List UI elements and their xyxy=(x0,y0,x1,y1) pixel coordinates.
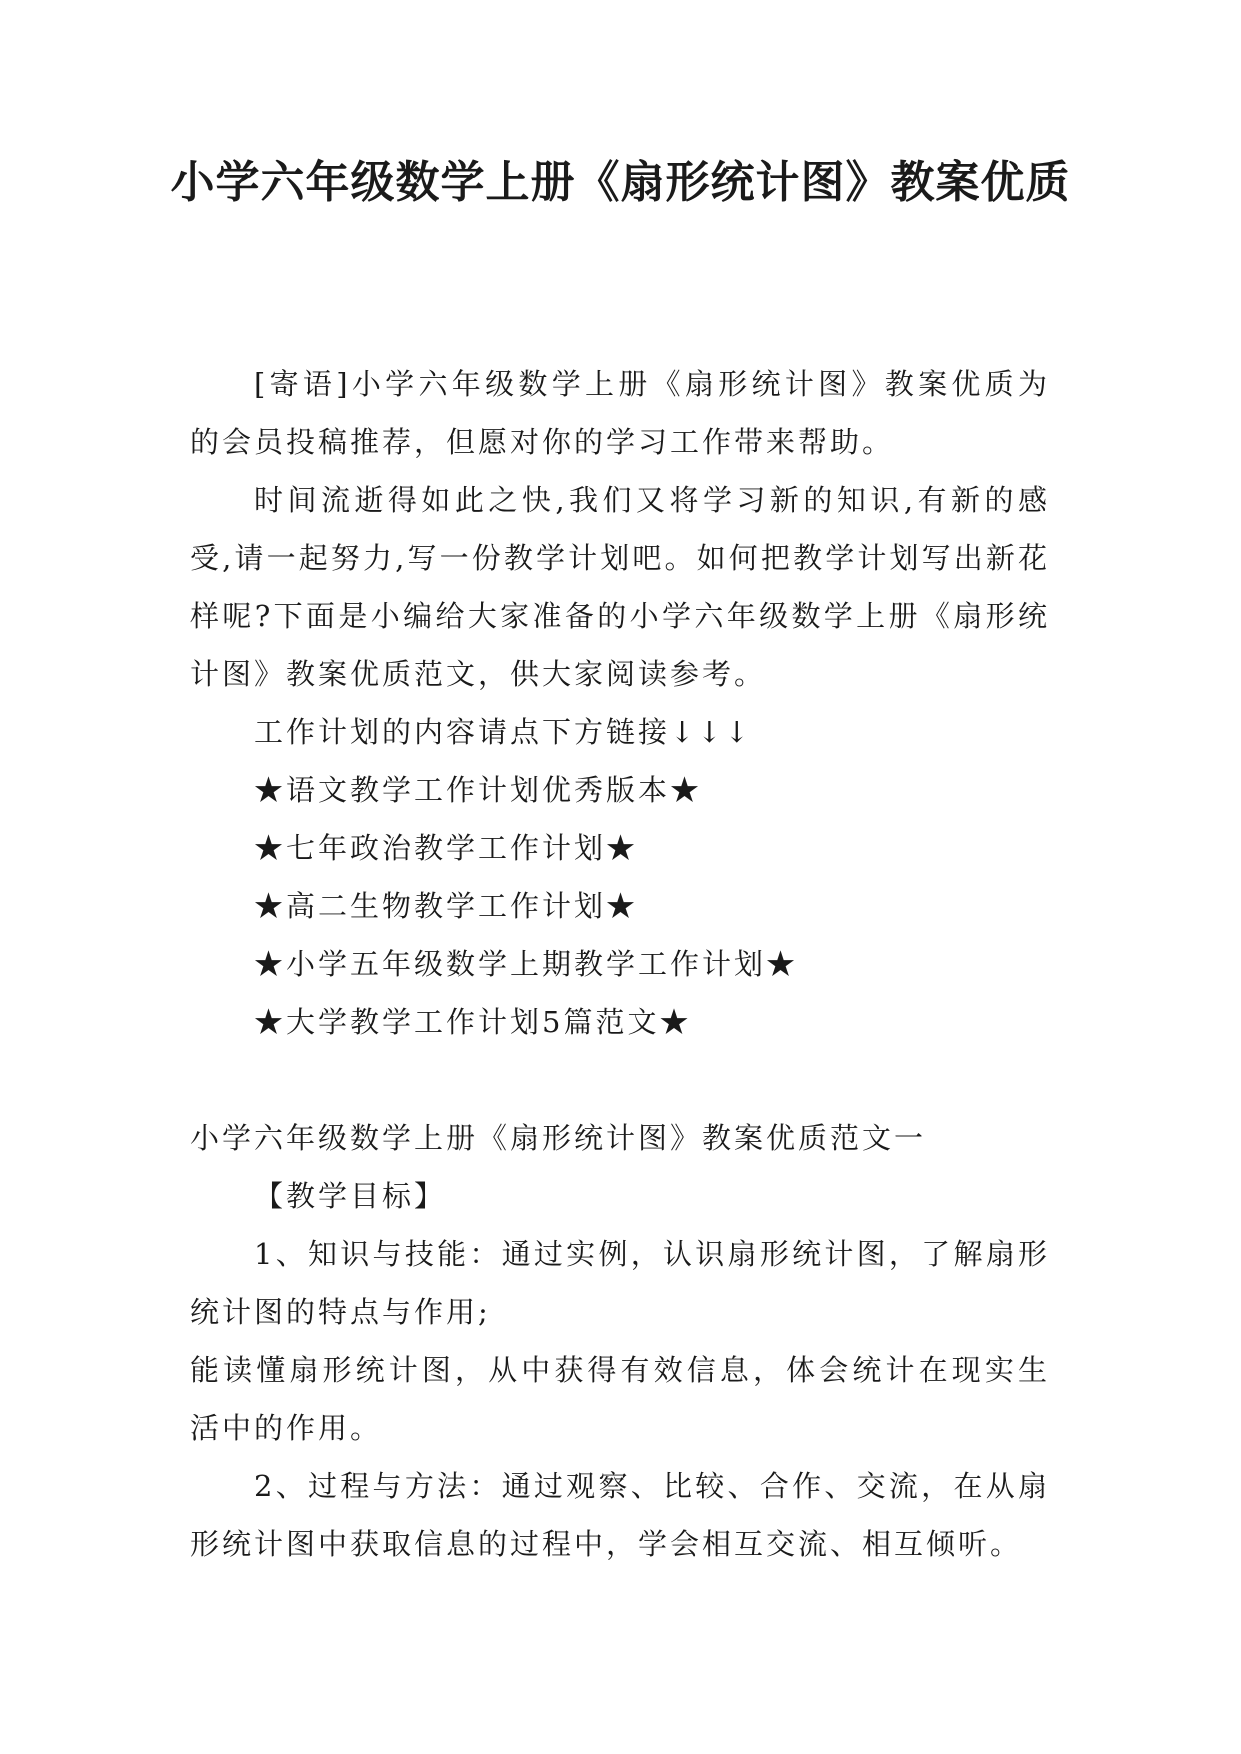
plan-link[interactable]: ★七年政治教学工作计划★ xyxy=(254,831,639,865)
plan-link[interactable]: ★大学教学工作计划5篇范文★ xyxy=(254,1005,692,1039)
document-body xyxy=(190,355,1050,1573)
plan-link[interactable]: ★语文教学工作计划优秀版本★ xyxy=(254,773,703,807)
objectives-heading: 【教学目标】 xyxy=(254,1179,447,1213)
document-title: 小学六年级数学上册《扇形统计图》教案优质 xyxy=(170,157,1071,208)
intro-paragraph: [寄语]小学六年级数学上册《扇形统计图》教案优质为的会员投稿推荐，但愿对你的学习工作带来帮助。 xyxy=(190,367,1050,459)
objective-2: 2、过程与方法：通过观察、比较、合作、交流，在从扇形统计图中获取信息的过程中，学会相互交流、相互倾听。 xyxy=(190,1469,1050,1561)
objective-1-continued: 能读懂扇形统计图，从中获得有效信息，体会统计在现实生活中的作用。 xyxy=(190,1353,1050,1445)
spacer xyxy=(190,1051,1050,1109)
plan-link[interactable]: ★高二生物教学工作计划★ xyxy=(254,889,639,923)
plan-link[interactable]: ★小学五年级数学上期教学工作计划★ xyxy=(254,947,799,981)
objective-1: 1、知识与技能：通过实例，认识扇形统计图，了解扇形统计图的特点与作用; xyxy=(190,1237,1050,1329)
opening-paragraph: 时间流逝得如此之快,我们又将学习新的知识,有新的感受,请一起努力,写一份教学计划吧。如何把教学计划写出新花样呢?下面是小编给大家准备的小学六年级数学上册《扇形统计图》教案优质范文，供大家阅读参考。 xyxy=(190,483,1050,691)
link-prompt: 工作计划的内容请点下方链接↓↓↓ xyxy=(254,715,752,749)
section-title: 小学六年级数学上册《扇形统计图》教案优质范文一 xyxy=(190,1121,927,1155)
